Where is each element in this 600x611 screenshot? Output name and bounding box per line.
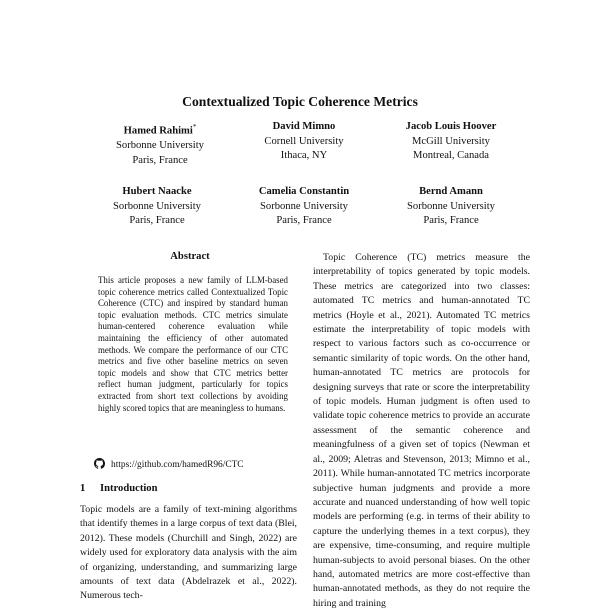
author-affiliation: McGill University [412,135,490,147]
author-location: Paris, France [423,215,479,226]
author-location: Paris, France [129,215,185,226]
corresponding-author-mark: * [192,123,197,131]
github-icon [94,458,105,472]
author-affiliation: Sorbonne University [407,200,495,212]
author-affiliation: Cornell University [264,135,344,147]
paper-title: Contextualized Topic Coherence Metrics [182,94,418,109]
author-block [356,120,546,164]
abstract-heading: Abstract [170,251,210,262]
repo-url: https://github.com/hamedR96/CTC [111,460,244,470]
section-title: Introduction [100,483,158,494]
author-location: Montreal, Canada [413,150,489,161]
abstract-text: This article proposes a new family of LLM-based topic coherence metrics called Contextualized Topic Coherence (CTC) and inspired by standard human topic evaluation methods. CTC metrics simulate human-centered coherence evaluation while maintaining the efficiency of other automated methods. We compare the performance of our CTC metrics and five other baseline metrics on seven topic models and show that CTC metrics better reflect human judgment, particularly for topics extracted from short text collections by avoiding highly scored topics that are meaningless to humans. [98,275,288,413]
author-location: Ithaca, NY [280,150,328,161]
author-name: Hamed Rahimi* [123,123,197,137]
author-affiliation: Sorbonne University [116,140,204,152]
author-location: Paris, France [276,215,332,226]
author-location: Paris, France [132,154,188,166]
author-name: Hubert Naacke [122,186,192,197]
intro-paragraph-left: Topic models are a family of text-mining algorithms that identify themes in a large corpus of text data (Blei, 2012). These models (Churchill and Singh, 2022) are widely used for exploratory data analysis with the aim of organizing, understanding, and summarizing large amounts of text data (Abdelrazek et al., 2022). Numerous tech- [80,504,297,602]
author-affiliation: Sorbonne University [260,200,348,212]
author-name: Jacob Louis Hoover [405,121,497,132]
author-name: Bernd Amann [419,186,483,197]
author-name: David Mimno [272,121,336,132]
section-number: 1 [80,483,86,494]
author-block [356,185,546,229]
author-name: Camelia Constantin [258,186,350,197]
author-affiliation: Sorbonne University [113,200,201,212]
section-heading [80,483,158,494]
intro-paragraph-right: Topic Coherence (TC) metrics measure the interpretability of topics generated by topic models. These metrics are categorized into two classes: automated TC metrics and human-annotated TC metrics (Hoyle et al., 2021). Automated TC metrics estimate the interpretability of topic models with respect to various factors such as co-occurrence or semantic similarity of topic words. On the other hand, human-annotated TC metrics are protocols for designing surveys that rate or score the interpretability of topic models. Human judgment is often used to validate topic coherence metrics to provide an accurate assessment of the semantic coherence and meaningfulness of a given set of topics (Newman et al., 2009; Aletras and Stevenson, 2013; Mimno et al., 2011). While human-annotated TC metrics incorporate subjective human judgments and provide a more accurate and nuanced understanding of how well topic models are performing (e.g. in terms of their ability to capture the underlying themes in a text corpus), they are expensive, time-consuming, and require multiple human-subjects to avoid personal biases. On the other hand, automated metrics are more cost-effective than human-annotated methods, as they do not require the hiring and training [313,252,530,609]
repo-link[interactable] [94,458,244,472]
